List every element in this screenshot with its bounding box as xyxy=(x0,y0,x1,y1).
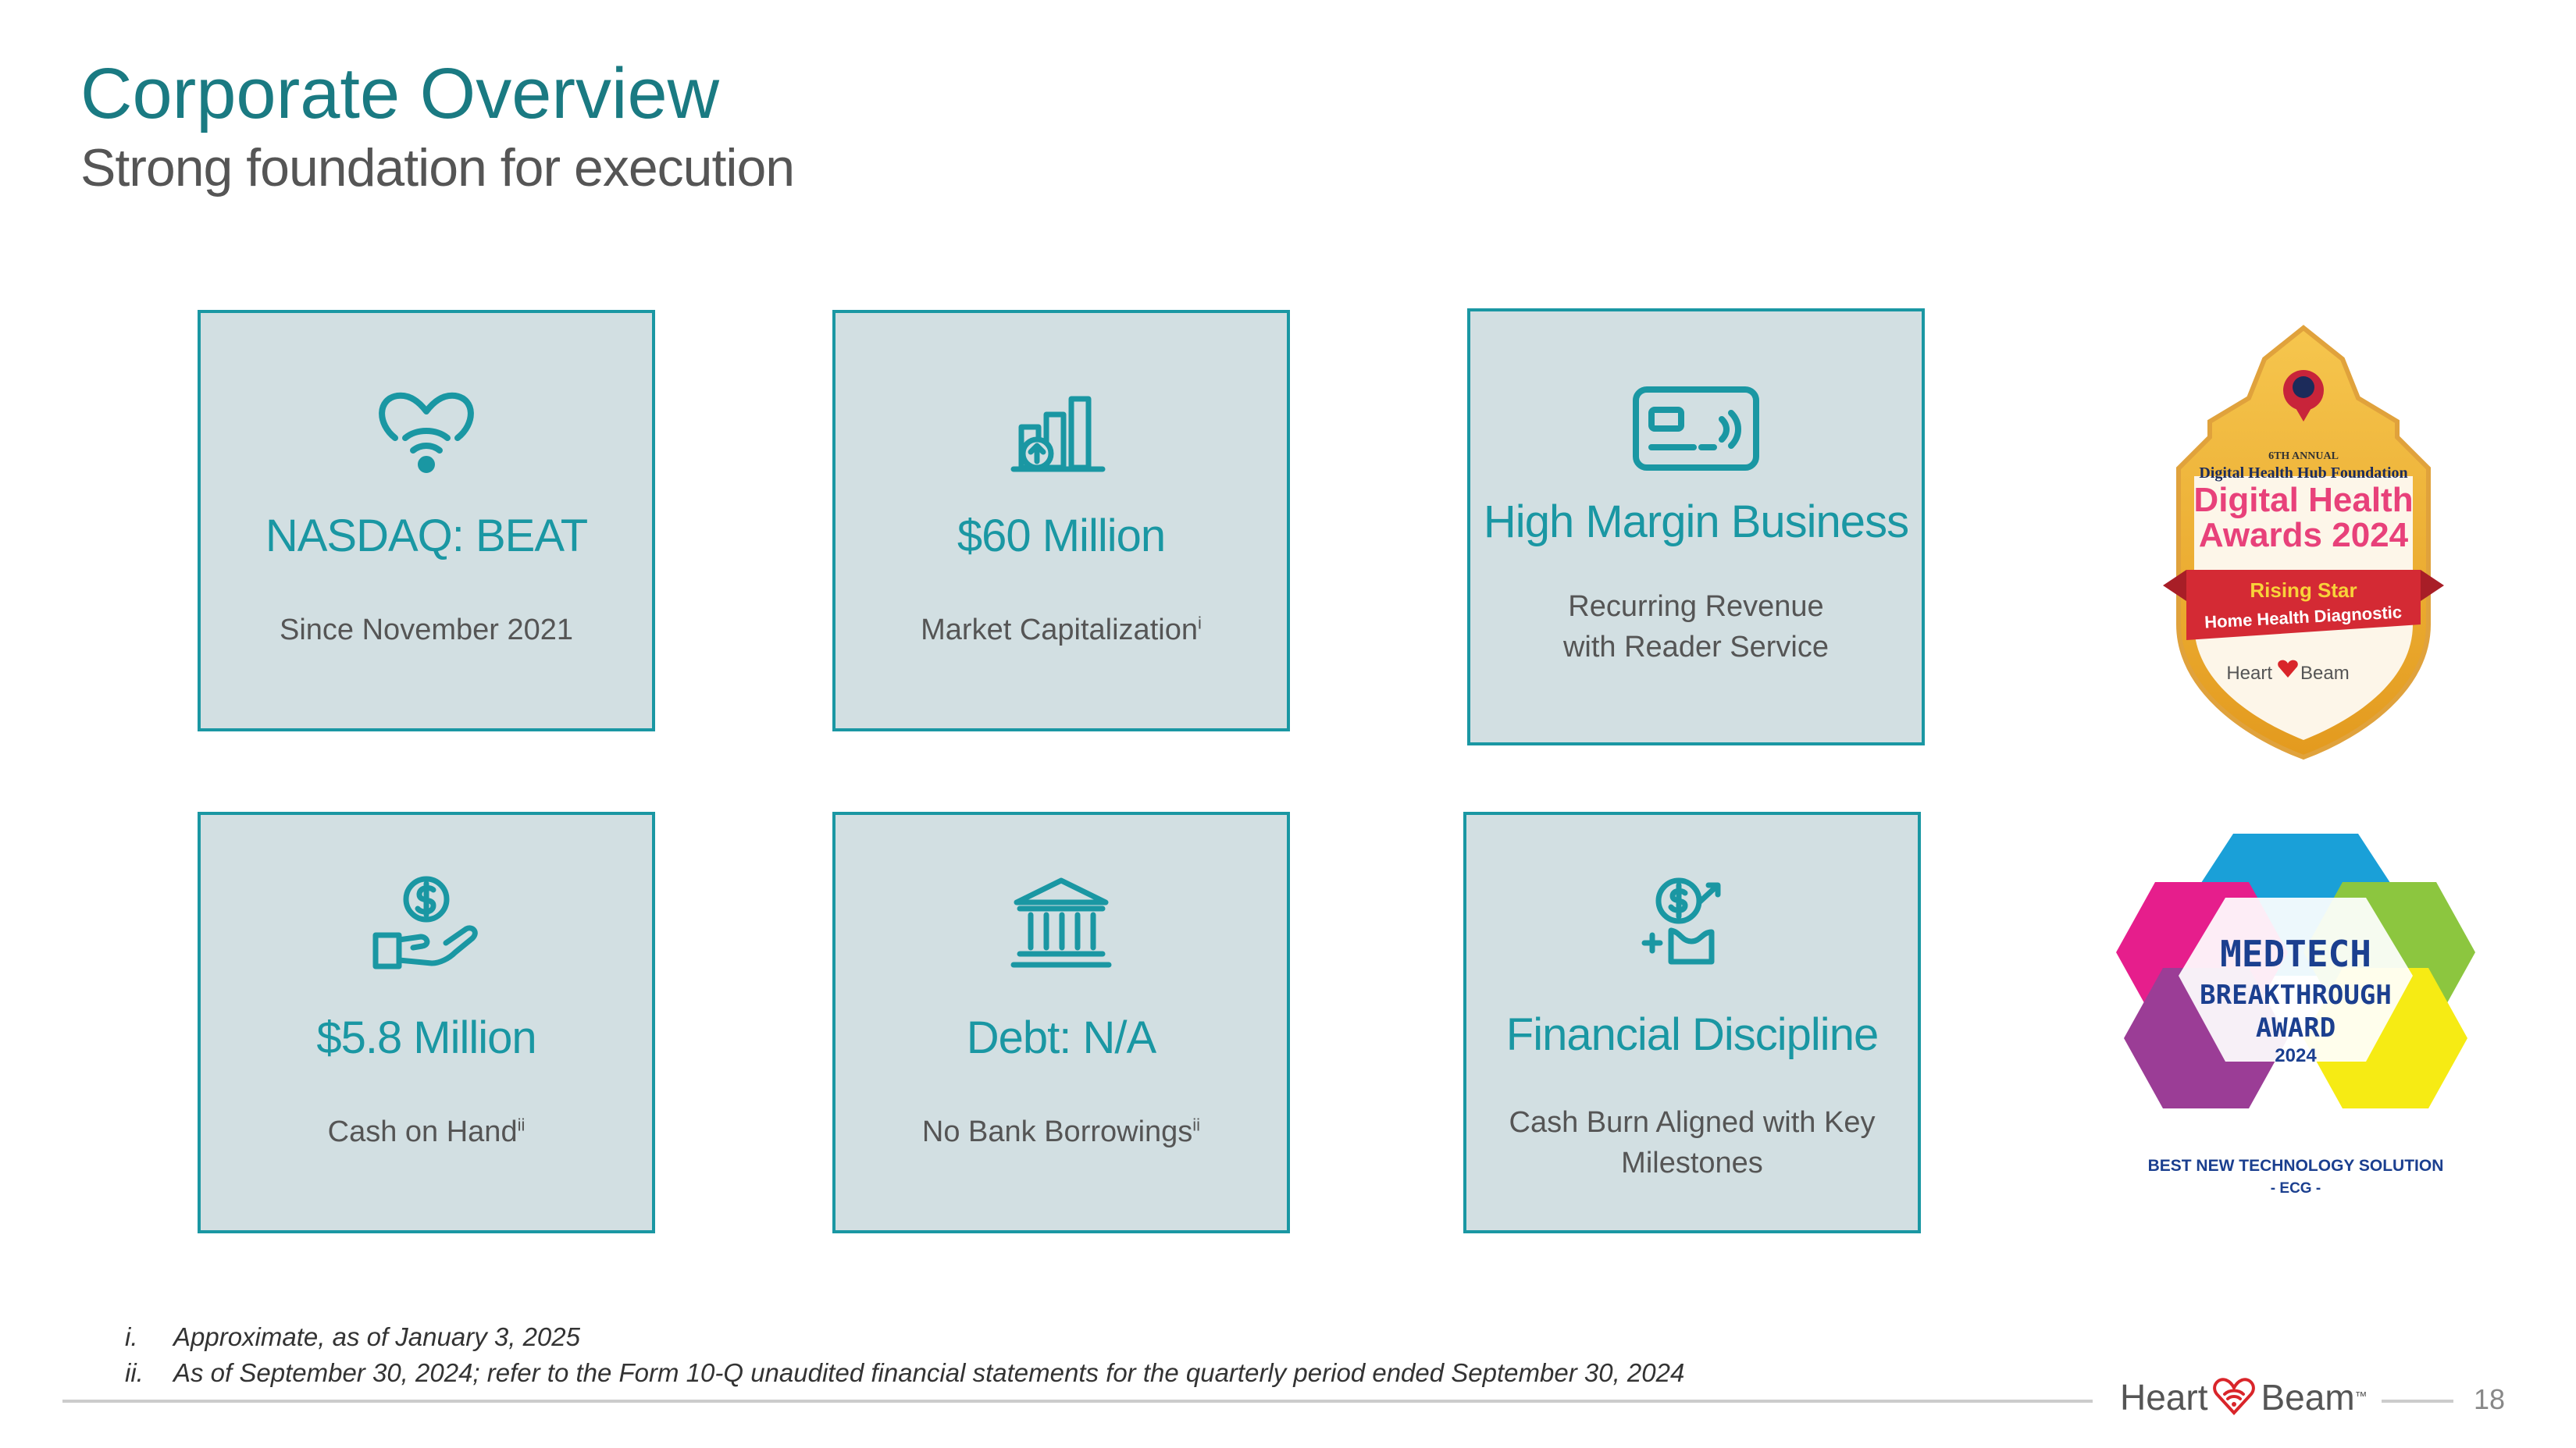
badge-title-line2: Awards 2024 xyxy=(2198,516,2409,554)
card-heading: $60 Million xyxy=(957,511,1166,561)
card-heading: High Margin Business xyxy=(1483,496,1909,547)
money-growth-icon xyxy=(1466,871,1918,973)
card-description: Since November 2021 xyxy=(280,614,573,646)
medtech-line3: AWARD xyxy=(2255,1012,2336,1044)
bar-chart-growth-icon xyxy=(836,377,1287,479)
footnote-item xyxy=(125,1355,1684,1391)
badge-title-line1: Digital Health xyxy=(2193,481,2414,519)
wireless-heart-icon xyxy=(201,377,652,479)
card-market-cap xyxy=(832,310,1290,731)
page-number: 18 xyxy=(2474,1383,2506,1415)
card-high-margin xyxy=(1467,308,1925,745)
card-description: Market Capitalization$^i$ xyxy=(921,613,1202,646)
footnote-ref: ii xyxy=(1192,1115,1201,1135)
card-description: Cash on Hand$^{ii}$ xyxy=(327,1115,526,1148)
footnote-text: As of September 30, 2024; refer to the Form 10-Q unaudited financial statements for the quarterly period ended September 30, 2024 xyxy=(173,1358,1685,1387)
logo-text-right: Beam xyxy=(2261,1377,2355,1418)
badge-brand-right: Beam xyxy=(2300,663,2350,684)
medtech-breakthrough-badge xyxy=(2108,827,2483,1218)
card-cash xyxy=(198,812,655,1233)
footnote-number: i. xyxy=(125,1322,138,1351)
card-heading: Debt: N/A xyxy=(966,1012,1156,1063)
card-description: Cash Burn Aligned with Key Milestones xyxy=(1509,1106,1876,1179)
footer-divider xyxy=(2382,1400,2453,1403)
contactless-card-icon xyxy=(1470,375,1922,477)
badge-annual-text: 6TH ANNUAL xyxy=(2268,450,2339,462)
medtech-year: 2024 xyxy=(2275,1045,2317,1066)
footnote-text: Approximate, as of January 3, 2025 xyxy=(173,1322,580,1351)
bank-icon xyxy=(836,871,1287,973)
page-subtitle: Strong foundation for execution xyxy=(80,138,795,197)
footnote-item xyxy=(125,1319,1684,1355)
badge-ribbon-line2: Home Health Diagnostic xyxy=(2204,602,2403,632)
page-title: Corporate Overview xyxy=(80,54,720,133)
logo-trademark: ™ xyxy=(2354,1390,2368,1404)
medtech-line2: BREAKTHROUGH xyxy=(2200,980,2392,1011)
card-heading: $5.8 Million xyxy=(316,1012,536,1063)
footnote-ref: ii xyxy=(517,1115,526,1135)
card-nasdaq xyxy=(198,310,655,731)
footnote-number: ii. xyxy=(125,1358,144,1387)
card-description: Recurring Revenue with Reader Service xyxy=(1562,590,1830,664)
heartbeam-logo xyxy=(2120,1374,2368,1421)
digital-health-award-badge xyxy=(2147,312,2460,781)
card-financial-discipline xyxy=(1463,812,1921,1233)
medtech-caption2: - ECG - xyxy=(2270,1180,2321,1197)
footnote-ref: i xyxy=(1197,613,1202,633)
card-heading: NASDAQ: BEAT xyxy=(265,511,588,561)
logo-text-left: Heart xyxy=(2120,1377,2208,1418)
card-description: No Bank Borrowings$^{ii}$ xyxy=(921,1115,1201,1148)
heart-wifi-icon xyxy=(2211,1374,2257,1421)
medtech-caption1: BEST NEW TECHNOLOGY SOLUTION xyxy=(2147,1157,2444,1175)
badge-org-text: Digital Health Hub Foundation xyxy=(2199,464,2408,482)
hand-dollar-icon xyxy=(201,871,652,973)
card-heading: Financial Discipline xyxy=(1505,1009,1879,1060)
footer-divider xyxy=(62,1400,2093,1403)
medtech-line1: MEDTECH xyxy=(2220,933,2371,975)
footnotes xyxy=(125,1319,1684,1391)
card-debt xyxy=(832,812,1290,1233)
badge-ribbon-line1: Rising Star xyxy=(2250,578,2357,602)
badge-brand-left: Heart xyxy=(2226,663,2272,684)
